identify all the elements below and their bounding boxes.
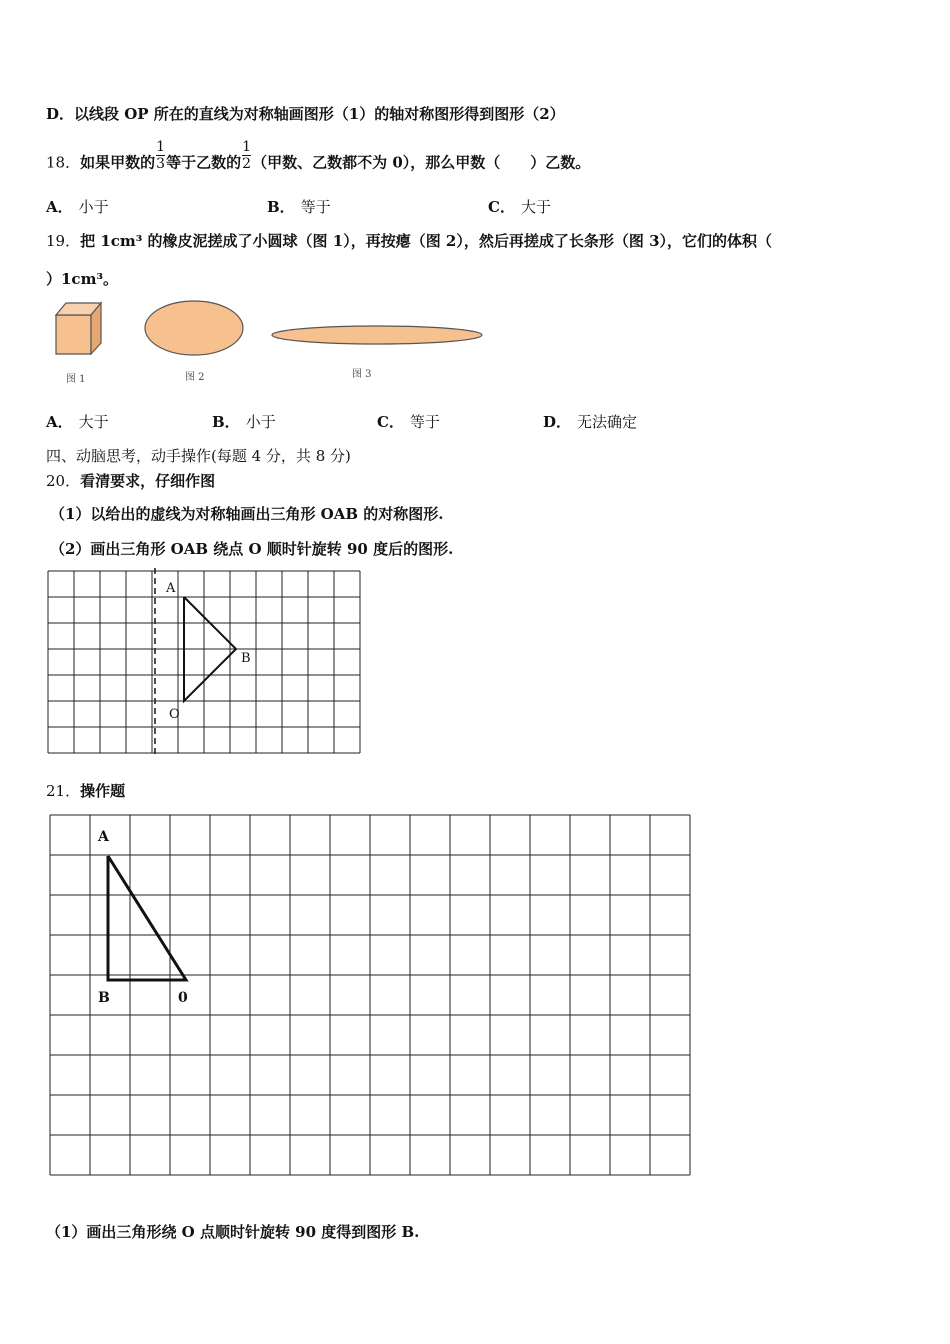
q18-frac1-num: 1 <box>156 139 166 155</box>
q21-number: 21． <box>46 782 81 800</box>
q18-middle: 等于乙数的 <box>166 153 242 172</box>
q20-label-a: A <box>166 581 176 596</box>
q21-requirement-1: （1）画出三角形绕 O 点顺时针旋转 90 度得到图形 B. <box>46 1223 420 1241</box>
q18-frac1-den: 3 <box>156 156 166 172</box>
q19-option-b-text: 小于 <box>245 413 276 431</box>
q19-option-a-text: 大于 <box>78 413 109 431</box>
q20-label-b: B <box>241 651 251 666</box>
q18-option-c-label: C． <box>488 198 515 216</box>
q19-option-a[interactable] <box>46 411 109 432</box>
q19-option-d[interactable] <box>543 411 637 432</box>
q19-line2: ）1cm³。 <box>46 270 119 288</box>
q19-line1: 把 1cm³ 的橡皮泥搓成了小圆球（图 1），再按瘪（图 2），然后再搓成了长条形（图 3），它们的体积（ <box>80 232 773 250</box>
q18-frac2-num: 1 <box>242 139 252 155</box>
q20-grid-lines <box>48 571 360 753</box>
section-4-title: 四、动脑思考，动手操作(每题 4 分，共 8 分) <box>46 447 351 465</box>
q19-ellipse-figure <box>145 301 243 355</box>
q18-stem <box>46 139 591 179</box>
q19-figure-1-caption: 图 1 <box>66 374 86 385</box>
q19-cube-figure <box>56 303 101 354</box>
q19-option-a-label: A． <box>46 413 73 431</box>
q18-option-b-label: B． <box>267 198 295 216</box>
q20-label-o: O <box>169 707 180 722</box>
q19-figure-2-caption: 图 2 <box>185 372 205 383</box>
q19-option-c-text: 等于 <box>409 413 440 431</box>
q19-figure-3-caption: 图 3 <box>352 369 372 380</box>
q19-option-c-label: C． <box>377 413 404 431</box>
q19-option-d-label: D． <box>543 413 572 431</box>
q21-title: 操作题 <box>80 782 126 800</box>
q18-suffix: （甲数、乙数都不为 0），那么甲数（ ）乙数。 <box>252 153 591 172</box>
q18-prefix: 如果甲数的 <box>80 153 156 172</box>
q18-option-a-text: 小于 <box>78 198 109 216</box>
q21-triangle <box>108 856 186 980</box>
q20-title: 看清要求，仔细作图 <box>80 472 216 490</box>
q19-stem-line1 <box>46 230 772 251</box>
q17-option-d-label: D． <box>46 105 75 123</box>
q21-label-b: B <box>98 990 110 1006</box>
q18-frac2-den: 2 <box>242 156 252 172</box>
q19-option-b-label: B． <box>212 413 240 431</box>
q18-fraction-2 <box>242 140 251 171</box>
q21-grid[interactable] <box>40 805 700 1190</box>
q17-option-d-text: 以线段 OP 所在的直线为对称轴画图形（1）的轴对称图形得到图形（2） <box>74 105 565 123</box>
q21-label-a: A <box>98 829 109 845</box>
q18-option-b[interactable] <box>267 196 331 217</box>
q19-option-c[interactable] <box>377 411 440 432</box>
q18-option-a-label: A． <box>46 198 73 216</box>
q19-number: 19． <box>46 232 81 250</box>
q21-grid-lines <box>50 815 690 1175</box>
q19-figures <box>40 295 500 390</box>
q20-requirement-1: （1）以给出的虚线为对称轴画出三角形 OAB 的对称图形. <box>50 505 444 523</box>
q20-grid[interactable] <box>40 565 380 760</box>
q21-stem <box>46 780 125 801</box>
q18-option-b-text: 等于 <box>300 198 331 216</box>
q18-number: 18． <box>46 153 81 172</box>
q17-option-d <box>46 103 565 124</box>
q20-number: 20． <box>46 472 81 490</box>
q19-option-d-text: 无法确定 <box>577 413 638 431</box>
q18-fraction-1 <box>156 140 165 171</box>
q19-option-b[interactable] <box>212 411 276 432</box>
q19-strip-figure <box>272 326 482 344</box>
q20-requirement-2: （2）画出三角形 OAB 绕点 O 顺时针旋转 90 度后的图形. <box>50 540 454 558</box>
q21-label-o: 0 <box>178 990 188 1006</box>
q18-option-c[interactable] <box>488 196 551 217</box>
q18-option-c-text: 大于 <box>520 198 551 216</box>
q19-stem-line2 <box>46 268 118 289</box>
q20-stem <box>46 470 215 491</box>
q18-option-a[interactable] <box>46 196 109 217</box>
